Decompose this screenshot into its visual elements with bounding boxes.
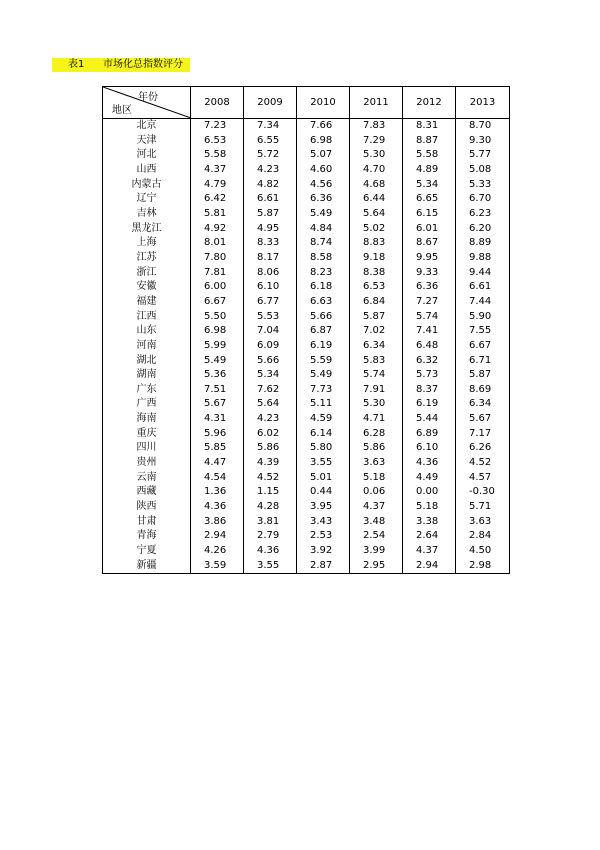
value-cell: 6.02 (244, 427, 297, 442)
table-row (103, 441, 510, 456)
region-cell: 重庆 (103, 427, 191, 442)
value-cell: 5.71 (456, 500, 510, 515)
region-cell: 贵州 (103, 456, 191, 471)
value-cell: 6.20 (456, 222, 510, 237)
value-cell: 4.70 (350, 163, 403, 178)
value-cell: 6.53 (350, 280, 403, 295)
value-cell: 3.48 (350, 515, 403, 530)
table-row (103, 222, 510, 237)
value-cell: 5.08 (456, 163, 510, 178)
region-cell: 江西 (103, 310, 191, 325)
value-cell: 5.49 (191, 354, 244, 369)
value-cell: 5.59 (297, 354, 350, 369)
table-row (103, 544, 510, 559)
value-cell: 8.33 (244, 236, 297, 251)
table-row (103, 324, 510, 339)
value-cell: 6.23 (456, 207, 510, 222)
region-cell: 甘肃 (103, 515, 191, 530)
value-cell: 6.10 (244, 280, 297, 295)
value-cell: 5.90 (456, 310, 510, 325)
region-cell: 湖南 (103, 368, 191, 383)
value-cell: 5.74 (403, 310, 456, 325)
value-cell: 5.87 (350, 310, 403, 325)
value-cell: 5.30 (350, 397, 403, 412)
value-cell: 9.95 (403, 251, 456, 266)
table-row (103, 471, 510, 486)
region-cell: 山东 (103, 324, 191, 339)
value-cell: 2.54 (350, 529, 403, 544)
table-row (103, 529, 510, 544)
value-cell: 8.58 (297, 251, 350, 266)
value-cell: 6.84 (350, 295, 403, 310)
table-title: 市场化总指数评分 (103, 59, 183, 70)
value-cell: 6.55 (244, 134, 297, 149)
value-cell: 8.17 (244, 251, 297, 266)
value-cell: 6.44 (350, 192, 403, 207)
value-cell: 4.37 (191, 163, 244, 178)
value-cell: 3.81 (244, 515, 297, 530)
value-cell: 4.57 (456, 471, 510, 486)
value-cell: 4.52 (244, 471, 297, 486)
value-cell: 9.44 (456, 266, 510, 281)
value-cell: 6.32 (403, 354, 456, 369)
table-row (103, 251, 510, 266)
value-cell: 2.94 (403, 559, 456, 574)
value-cell: 4.84 (297, 222, 350, 237)
table-row (103, 339, 510, 354)
value-cell: 5.99 (191, 339, 244, 354)
value-cell: 6.34 (350, 339, 403, 354)
region-cell: 河南 (103, 339, 191, 354)
value-cell: 5.64 (350, 207, 403, 222)
region-cell: 内蒙古 (103, 178, 191, 193)
value-cell: 5.66 (244, 354, 297, 369)
value-cell: 5.67 (191, 397, 244, 412)
value-cell: 4.36 (191, 500, 244, 515)
year-header: 2011 (350, 87, 403, 119)
value-cell: 4.92 (191, 222, 244, 237)
value-cell: 8.38 (350, 266, 403, 281)
value-cell: 7.29 (350, 134, 403, 149)
value-cell: 4.54 (191, 471, 244, 486)
value-cell: 6.98 (191, 324, 244, 339)
value-cell: 8.37 (403, 383, 456, 398)
value-cell: 3.63 (456, 515, 510, 530)
value-cell: 1.15 (244, 485, 297, 500)
table-row (103, 500, 510, 515)
table-row (103, 354, 510, 369)
value-cell: 5.85 (191, 441, 244, 456)
value-cell: 4.49 (403, 471, 456, 486)
table-row (103, 207, 510, 222)
table-row (103, 310, 510, 325)
region-cell: 广西 (103, 397, 191, 412)
value-cell: 3.55 (297, 456, 350, 471)
value-cell: 5.87 (456, 368, 510, 383)
table-row (103, 368, 510, 383)
table-row (103, 295, 510, 310)
value-cell: 4.47 (191, 456, 244, 471)
corner-header (103, 87, 191, 119)
value-cell: 7.62 (244, 383, 297, 398)
value-cell: 5.64 (244, 397, 297, 412)
value-cell: 2.95 (350, 559, 403, 574)
value-cell: 4.52 (456, 456, 510, 471)
value-cell: 6.71 (456, 354, 510, 369)
table-body (103, 119, 510, 574)
region-cell: 辽宁 (103, 192, 191, 207)
value-cell: 5.72 (244, 148, 297, 163)
value-cell: 4.37 (403, 544, 456, 559)
value-cell: 3.92 (297, 544, 350, 559)
year-header: 2008 (191, 87, 244, 119)
value-cell: 5.44 (403, 412, 456, 427)
region-cell: 上海 (103, 236, 191, 251)
value-cell: 5.58 (191, 148, 244, 163)
value-cell: 8.67 (403, 236, 456, 251)
corner-year-label: 年份 (138, 92, 158, 103)
value-cell: 6.42 (191, 192, 244, 207)
table-row (103, 134, 510, 149)
value-cell: 6.26 (456, 441, 510, 456)
value-cell: 9.33 (403, 266, 456, 281)
value-cell: 6.67 (191, 295, 244, 310)
value-cell: 5.83 (350, 354, 403, 369)
table-number: 表1 (68, 59, 85, 70)
value-cell: 5.01 (297, 471, 350, 486)
value-cell: 4.23 (244, 163, 297, 178)
value-cell: 5.07 (297, 148, 350, 163)
value-cell: 5.96 (191, 427, 244, 442)
value-cell: 7.41 (403, 324, 456, 339)
table-row (103, 236, 510, 251)
value-cell: 6.09 (244, 339, 297, 354)
value-cell: 9.18 (350, 251, 403, 266)
value-cell: 5.34 (403, 178, 456, 193)
value-cell: 4.95 (244, 222, 297, 237)
value-cell: 7.55 (456, 324, 510, 339)
value-cell: 6.70 (456, 192, 510, 207)
value-cell: 7.66 (297, 119, 350, 134)
value-cell: 4.23 (244, 412, 297, 427)
value-cell: 6.01 (403, 222, 456, 237)
value-cell: 6.65 (403, 192, 456, 207)
region-cell: 安徽 (103, 280, 191, 295)
value-cell: 7.81 (191, 266, 244, 281)
value-cell: 7.17 (456, 427, 510, 442)
value-cell: 3.59 (191, 559, 244, 574)
market-index-table (102, 86, 510, 574)
table-row (103, 266, 510, 281)
value-cell: 6.89 (403, 427, 456, 442)
value-cell: 6.00 (191, 280, 244, 295)
value-cell: 9.30 (456, 134, 510, 149)
year-header: 2010 (297, 87, 350, 119)
table-row (103, 397, 510, 412)
value-cell: 3.43 (297, 515, 350, 530)
region-cell: 天津 (103, 134, 191, 149)
value-cell: 8.74 (297, 236, 350, 251)
table-row (103, 163, 510, 178)
table-row (103, 383, 510, 398)
value-cell: 3.63 (350, 456, 403, 471)
value-cell: 4.36 (244, 544, 297, 559)
value-cell: 5.34 (244, 368, 297, 383)
value-cell: 4.82 (244, 178, 297, 193)
value-cell: 5.50 (191, 310, 244, 325)
value-cell: 5.73 (403, 368, 456, 383)
value-cell: 8.06 (244, 266, 297, 281)
table-caption (52, 58, 190, 72)
header-row (103, 87, 510, 119)
region-cell: 黑龙江 (103, 222, 191, 237)
value-cell: 3.38 (403, 515, 456, 530)
region-cell: 宁夏 (103, 544, 191, 559)
value-cell: 4.36 (403, 456, 456, 471)
value-cell: 4.39 (244, 456, 297, 471)
value-cell: 2.94 (191, 529, 244, 544)
value-cell: 6.10 (403, 441, 456, 456)
value-cell: 6.77 (244, 295, 297, 310)
value-cell: 5.18 (350, 471, 403, 486)
value-cell: 6.14 (297, 427, 350, 442)
table-row (103, 280, 510, 295)
table-row (103, 412, 510, 427)
value-cell: 0.00 (403, 485, 456, 500)
value-cell: 4.89 (403, 163, 456, 178)
region-cell: 陕西 (103, 500, 191, 515)
value-cell: 5.49 (297, 207, 350, 222)
region-cell: 北京 (103, 119, 191, 134)
value-cell: 5.67 (456, 412, 510, 427)
region-cell: 江苏 (103, 251, 191, 266)
value-cell: 4.68 (350, 178, 403, 193)
value-cell: 6.36 (403, 280, 456, 295)
value-cell: 5.86 (244, 441, 297, 456)
value-cell: 6.61 (456, 280, 510, 295)
region-cell: 云南 (103, 471, 191, 486)
value-cell: 4.37 (350, 500, 403, 515)
value-cell: 4.50 (456, 544, 510, 559)
value-cell: 8.69 (456, 383, 510, 398)
value-cell: 2.87 (297, 559, 350, 574)
value-cell: 6.61 (244, 192, 297, 207)
region-cell: 四川 (103, 441, 191, 456)
region-cell: 山西 (103, 163, 191, 178)
table-row (103, 119, 510, 134)
corner-region-label: 地区 (112, 105, 132, 116)
value-cell: 3.99 (350, 544, 403, 559)
value-cell: 6.98 (297, 134, 350, 149)
value-cell: 2.84 (456, 529, 510, 544)
value-cell: 4.59 (297, 412, 350, 427)
value-cell: 7.34 (244, 119, 297, 134)
value-cell: 6.19 (403, 397, 456, 412)
value-cell: 8.89 (456, 236, 510, 251)
value-cell: 8.83 (350, 236, 403, 251)
region-cell: 海南 (103, 412, 191, 427)
value-cell: 2.98 (456, 559, 510, 574)
year-header: 2009 (244, 87, 297, 119)
region-cell: 浙江 (103, 266, 191, 281)
value-cell: 4.60 (297, 163, 350, 178)
value-cell: 7.80 (191, 251, 244, 266)
value-cell: 5.58 (403, 148, 456, 163)
region-cell: 福建 (103, 295, 191, 310)
region-cell: 吉林 (103, 207, 191, 222)
value-cell: 4.31 (191, 412, 244, 427)
value-cell: 5.66 (297, 310, 350, 325)
value-cell: 7.27 (403, 295, 456, 310)
value-cell: 6.15 (403, 207, 456, 222)
value-cell: 6.63 (297, 295, 350, 310)
value-cell: 4.26 (191, 544, 244, 559)
value-cell: 5.11 (297, 397, 350, 412)
year-header: 2012 (403, 87, 456, 119)
value-cell: 5.80 (297, 441, 350, 456)
region-cell: 青海 (103, 529, 191, 544)
value-cell: 5.87 (244, 207, 297, 222)
value-cell: 6.36 (297, 192, 350, 207)
value-cell: 5.33 (456, 178, 510, 193)
value-cell: 6.28 (350, 427, 403, 442)
value-cell: 6.53 (191, 134, 244, 149)
value-cell: 8.31 (403, 119, 456, 134)
region-cell: 河北 (103, 148, 191, 163)
value-cell: 3.95 (297, 500, 350, 515)
value-cell: 0.06 (350, 485, 403, 500)
value-cell: 7.91 (350, 383, 403, 398)
table-row (103, 515, 510, 530)
value-cell: 3.86 (191, 515, 244, 530)
value-cell: 4.28 (244, 500, 297, 515)
value-cell: 6.18 (297, 280, 350, 295)
value-cell: 8.70 (456, 119, 510, 134)
value-cell: -0.30 (456, 485, 510, 500)
value-cell: 5.02 (350, 222, 403, 237)
value-cell: 1.36 (191, 485, 244, 500)
value-cell: 5.86 (350, 441, 403, 456)
value-cell: 6.34 (456, 397, 510, 412)
value-cell: 2.53 (297, 529, 350, 544)
value-cell: 5.49 (297, 368, 350, 383)
table-row (103, 456, 510, 471)
value-cell: 7.51 (191, 383, 244, 398)
value-cell: 3.55 (244, 559, 297, 574)
year-header: 2013 (456, 87, 510, 119)
value-cell: 5.30 (350, 148, 403, 163)
value-cell: 5.18 (403, 500, 456, 515)
region-cell: 湖北 (103, 354, 191, 369)
value-cell: 0.44 (297, 485, 350, 500)
value-cell: 8.23 (297, 266, 350, 281)
value-cell: 5.81 (191, 207, 244, 222)
value-cell: 7.04 (244, 324, 297, 339)
value-cell: 2.64 (403, 529, 456, 544)
value-cell: 2.79 (244, 529, 297, 544)
value-cell: 7.02 (350, 324, 403, 339)
value-cell: 6.19 (297, 339, 350, 354)
value-cell: 6.87 (297, 324, 350, 339)
value-cell: 7.73 (297, 383, 350, 398)
table-row (103, 178, 510, 193)
value-cell: 7.83 (350, 119, 403, 134)
region-cell: 西藏 (103, 485, 191, 500)
value-cell: 4.79 (191, 178, 244, 193)
value-cell: 8.01 (191, 236, 244, 251)
value-cell: 5.77 (456, 148, 510, 163)
table-row (103, 192, 510, 207)
value-cell: 7.44 (456, 295, 510, 310)
value-cell: 4.71 (350, 412, 403, 427)
value-cell: 4.56 (297, 178, 350, 193)
value-cell: 6.67 (456, 339, 510, 354)
value-cell: 9.88 (456, 251, 510, 266)
region-cell: 广东 (103, 383, 191, 398)
value-cell: 7.23 (191, 119, 244, 134)
region-cell: 新疆 (103, 559, 191, 574)
table-row (103, 559, 510, 574)
table-row (103, 485, 510, 500)
table-row (103, 148, 510, 163)
value-cell: 5.53 (244, 310, 297, 325)
value-cell: 5.74 (350, 368, 403, 383)
value-cell: 8.87 (403, 134, 456, 149)
value-cell: 6.48 (403, 339, 456, 354)
table-row (103, 427, 510, 442)
value-cell: 5.36 (191, 368, 244, 383)
